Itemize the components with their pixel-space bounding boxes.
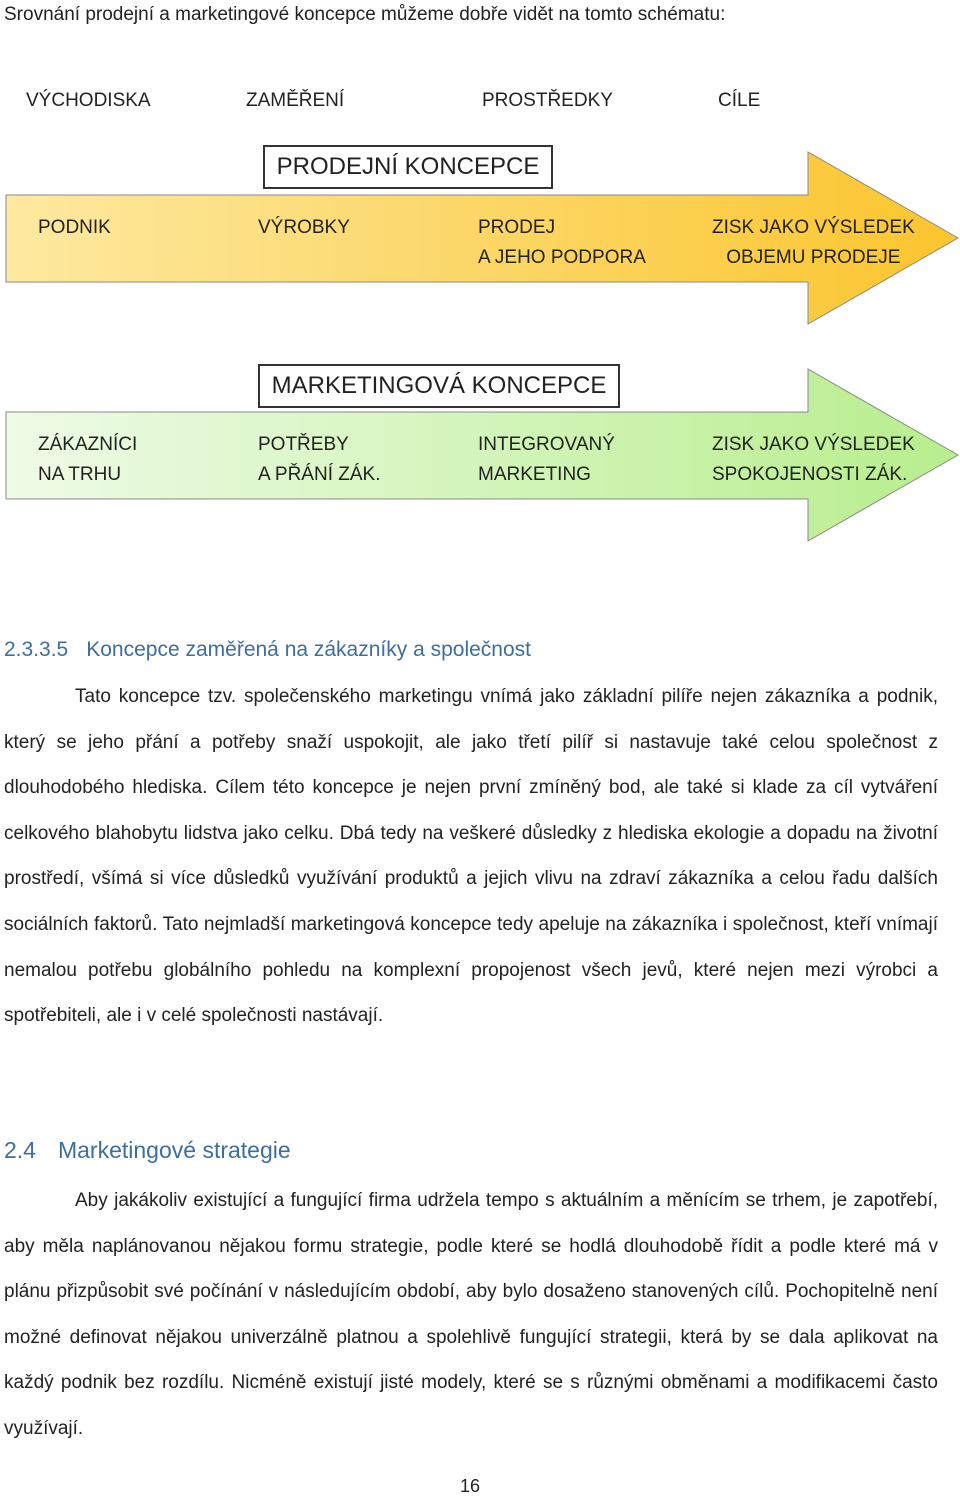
sales-concept-title: PRODEJNÍ KONCEPCE [263,145,553,189]
section-24-title: Marketingové strategie [57,1137,291,1163]
section-235-paragraph [4,674,938,1039]
header-cile: CÍLE [718,90,761,111]
section-24-text: jakákoliv existující a fungující firma udržela tempo s aktuálním a měnícím se trhem, je zapotřebí, aby měla naplánovanou nějakou formu strategie, podle které se hodlá dlouhodobě řídit a podle které má v plánu přizpůsobit své počínání v následujícím období, aby bylo dosaženo stanovených cílů. Pochopitelně není možné definovat nějakou univerzálně platnou a spolehlivě fungující strategii, která by se dala aplikovat na každý podnik bez rozdílu. Nicméně existují jisté modely, které se s různými obměnami a modifikacemi často využívají. [4,1190,939,1439]
marketing-cell-integrovany-line1: INTEGROVANÝ [478,434,615,455]
sales-cell-podnik: PODNIK [38,217,111,238]
marketing-cell-integrovany [478,430,615,490]
section-235-first-word: Tato [75,686,111,707]
section-235-text: koncepce tzv. společenského marketingu vnímá jako základní pilíře nejen zákazníka a podnik, který se jeho přání a potřeby snaží uspokojit, ale jako třetí pilíř si nastavuje také celou společnost z dlouhodobého hlediska. Cílem této koncepce je nejen první zmíněný bod, ale také si klade za cíl vytváření celkového blahobytu lidstva jako celku. Dbá tedy na veškeré důsledky z hlediska ekologie a dopadu na životní prostředí, všímá si více důsledků využívání produktů a jejich vlivu na zdraví zákazníka a celou řadu dalších sociálních faktorů. Tato nejmladší marketingová koncepce tedy apeluje na zákazníka i společnost, kteří vnímají nemalou potřebu globálního pohledu na komplexní propojenost všech jevů, které nejen mezi výrobci a spotřebiteli, ale i v celé společnosti nastávají. [4,686,938,1027]
marketing-cell-zisk-line1: ZISK JAKO VÝSLEDEK [712,434,915,455]
sales-cell-prodej-line1: PRODEJ [478,217,556,238]
section-235-title: Koncepce zaměřená na zákazníky a společnost [86,638,531,661]
intro-text: Srovnání prodejní a marketingové koncepce můžeme dobře vidět na tomto schématu: [4,4,726,25]
sales-cell-zisk-line2: OBJEMU PRODEJE [726,247,901,268]
page-number: 16 [460,1476,481,1496]
sales-cell-prodej-line2: A JEHO PODPORA [478,247,646,268]
marketing-cell-integrovany-line2: MARKETING [478,464,591,485]
section-235-number: 2.3.3.5 [4,638,69,661]
marketing-cell-potreby-line1: POTŘEBY [258,434,349,455]
marketing-cell-zisk-line2: SPOKOJENOSTI ZÁK. [712,464,908,485]
sales-cell-zisk [712,213,915,273]
header-zamereni: ZAMĚŘENÍ [246,90,345,111]
header-vychodiska: VÝCHODISKA [26,90,151,111]
section-24-number: 2.4 [4,1137,36,1163]
sales-cell-zisk-line1: ZISK JAKO VÝSLEDEK [712,217,915,238]
header-prostredky: PROSTŘEDKY [482,90,613,111]
marketing-cell-potreby [258,430,380,490]
marketing-cell-zisk [712,430,915,490]
section-235-heading [4,638,531,662]
marketing-cell-zakaznici-line1: ZÁKAZNÍCI [38,434,138,455]
section-24-paragraph [4,1178,938,1452]
section-24-first-word: Aby [75,1190,108,1211]
sales-cell-vyrobky: VÝROBKY [258,217,350,238]
marketing-concept-title: MARKETINGOVÁ KONCEPCE [258,364,620,408]
marketing-cell-zakaznici-line2: NA TRHU [38,464,122,485]
sales-cell-prodej [478,213,646,273]
marketing-cell-zakaznici [38,430,137,490]
section-24-heading [4,1137,291,1164]
marketing-cell-potreby-line2: A PŘÁNÍ ZÁK. [258,464,381,485]
